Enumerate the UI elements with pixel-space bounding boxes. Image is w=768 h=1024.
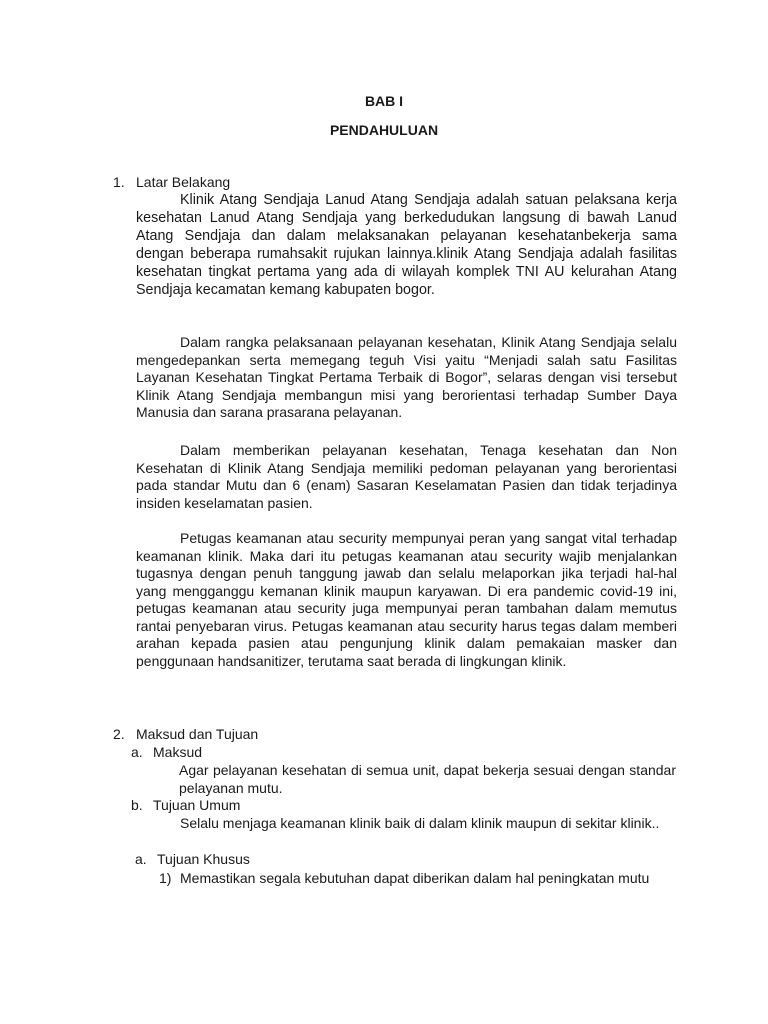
- section-1-number: 1.: [113, 174, 125, 190]
- section-2-title: Maksud dan Tujuan: [136, 726, 259, 742]
- tujuan-khusus-item-1-number: 1): [159, 870, 172, 886]
- tujuan-umum-letter: b.: [131, 797, 143, 813]
- background-paragraph-4: Petugas keamanan atau security mempunyai peran yang sangat vital terhadap keamanan klinik. Maka dari itu petugas keamanan atau security wajib menjalankan tugasnya dengan penuh tanggung jawab dan selalu melaporkan jika terjadi hal-hal yang mengganggu kemanan klinik maupun karyawan. Di era pandemic covid-19 ini, petugas keamanan atau security juga mempunyai peran tambahan dalam memutus rantai penyebaran virus. Petugas keamanan atau security harus tegas dalam memberi arahan kepada pasien atau pengunjung klinik dalam pemakaian masker dan penggunaan handsanitizer, terutama saat berada di lingkungan klinik.: [136, 530, 677, 669]
- chapter-heading: BAB I: [364, 93, 404, 109]
- tujuan-khusus-letter: a.: [135, 851, 147, 867]
- background-paragraph-3: Dalam memberikan pelayanan kesehatan, Tenaga kesehatan dan Non Kesehatan di Klinik Atang Sendjaja memiliki pedoman pelayanan yang berorientasi pada standar Mutu dan 6 (enam) Sasaran Keselamatan Pasien dan tidak terjadinya insiden keselamatan pasien.: [136, 442, 677, 511]
- maksud-body: Agar pelayanan kesehatan di semua unit, dapat bekerja sesuai dengan standar pelayanan mutu.: [179, 762, 676, 796]
- background-paragraph-1: Klinik Atang Sendjaja Lanud Atang Sendjaja adalah satuan pelaksana kerja kesehatan Lanud Atang Sendjaja yang berkedudukan langsung di bawah Lanud Atang Sendjaja dan dalam melaksanakan pelayanan kesehatanbekerja sama dengan beberapa rumahsakit rujukan lainnya.klinik Atang Sendjaja adalah fasilitas kesehatan tingkat pertama yang ada di wilayah komplek TNI AU kelurahan Atang Sendjaja kecamatan kemang kabupaten bogor.: [136, 192, 677, 298]
- tujuan-khusus-title: Tujuan Khusus: [157, 851, 250, 867]
- section-1-title: Latar Belakang: [136, 174, 231, 190]
- background-paragraph-2: Dalam rangka pelaksanaan pelayanan kesehatan, Klinik Atang Sendjaja selalu mengedepankan serta memegang teguh Visi yaitu “Menjadi salah satu Fasilitas Layanan Kesehatan Tingkat Pertama Terbaik di Bogor”, selaras dengan visi tersebut Klinik Atang Sendjaja membangun misi yang berorientasi terhadap Sumber Daya Manusia dan sarana prasarana pelayanan.: [136, 334, 677, 420]
- tujuan-khusus-item-1-body: Memastikan segala kebutuhan dapat diberikan dalam hal peningkatan mutu: [180, 870, 650, 886]
- chapter-title: PENDAHULUAN: [329, 122, 439, 138]
- tujuan-umum-title: Tujuan Umum: [153, 797, 241, 813]
- maksud-title: Maksud: [153, 744, 203, 760]
- maksud-letter: a.: [131, 744, 143, 760]
- section-2-number: 2.: [113, 726, 125, 742]
- tujuan-umum-body: Selalu menjaga keamanan klinik baik di dalam klinik maupun di sekitar klinik..: [180, 815, 660, 831]
